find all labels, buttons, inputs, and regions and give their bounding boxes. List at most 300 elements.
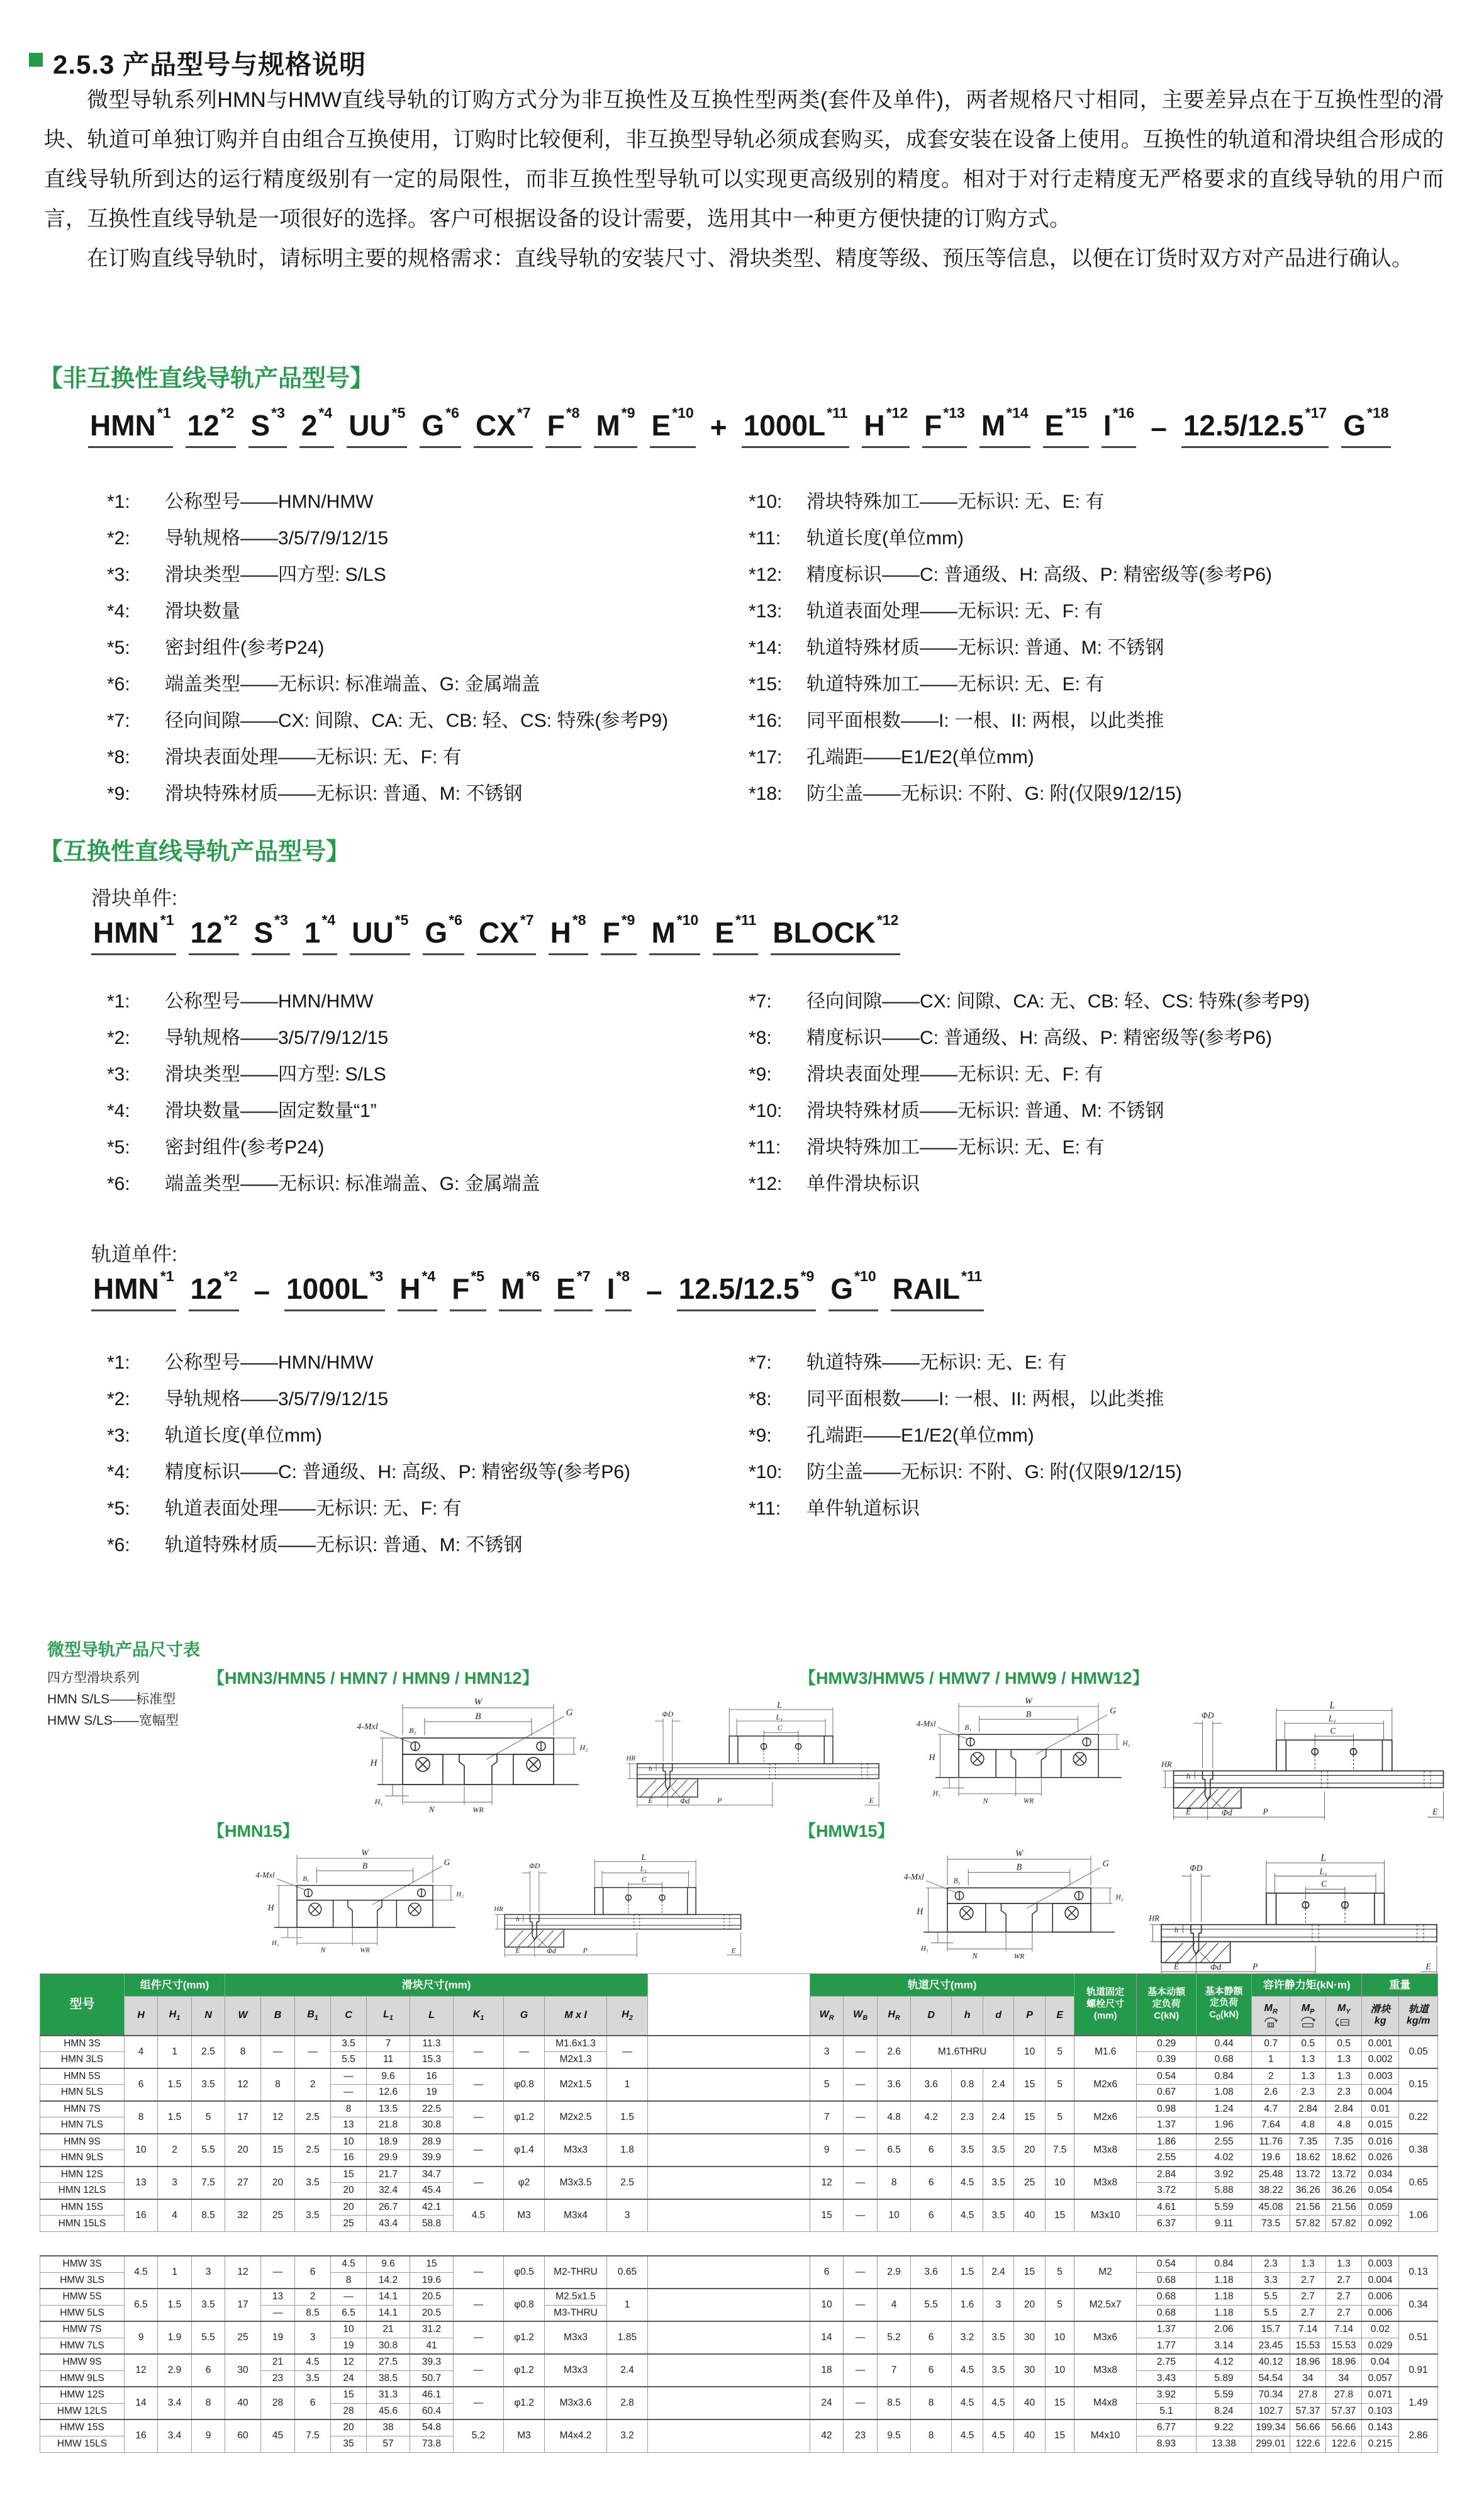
table-cell: 21.8 bbox=[367, 2117, 410, 2134]
dim-label-h1: H₁ bbox=[374, 1797, 383, 1806]
note-item: *10: 防尘盖——无标识: 不附、G: 附(仅限9/12/15) bbox=[749, 1462, 1182, 1483]
note-item: *6: 端盖类型——无标识: 标准端盖、G: 金属端盖 bbox=[107, 1174, 540, 1194]
table-cell: 7.5 bbox=[295, 2419, 331, 2452]
dim-label-hr: HR bbox=[494, 1905, 503, 1914]
table-cell: φ1.2 bbox=[504, 2354, 545, 2387]
note-item: *5: 密封组件(参考P24) bbox=[107, 637, 325, 658]
table-cell: 3.5 bbox=[983, 2167, 1014, 2199]
model-token: $E^{*11}$ bbox=[713, 917, 758, 955]
table-cell: 0.91 bbox=[1399, 2354, 1438, 2387]
spec-row bbox=[40, 2101, 1438, 2117]
table-cell: 3.6 bbox=[878, 2068, 911, 2101]
table-cell: — bbox=[454, 2101, 504, 2134]
table-cell: M1.6THRU bbox=[911, 2036, 1014, 2068]
dim-label-g: G bbox=[1102, 1859, 1109, 1869]
hmn-spec-table bbox=[40, 1973, 1438, 2232]
table-cell: φ1.2 bbox=[504, 2101, 545, 2134]
table-cell: 18 bbox=[810, 2354, 844, 2387]
table-cell: 5 bbox=[810, 2068, 844, 2101]
table-cell: HMN 15S bbox=[40, 2199, 125, 2216]
table-cell: 1.18 bbox=[1197, 2305, 1252, 2321]
table-cell: 1.9 bbox=[158, 2321, 192, 2354]
table-cell: 2.6 bbox=[878, 2036, 911, 2068]
table-cell: — bbox=[844, 2354, 878, 2387]
table-cell: 3.6 bbox=[911, 2068, 952, 2101]
table-cell: 12 bbox=[261, 2101, 295, 2134]
model-token: $M^{*10}$ bbox=[649, 917, 700, 955]
table-cell: 57.37 bbox=[1290, 2403, 1326, 2419]
table-cell: 1.3 bbox=[1290, 2052, 1326, 2068]
model-token: CX$^{*7}$ bbox=[474, 410, 533, 448]
table-cell: 39.9 bbox=[410, 2150, 454, 2167]
table-cell: 16 bbox=[331, 2150, 367, 2167]
table-cell: 3 bbox=[158, 2167, 192, 2199]
table-cell: 0.003 bbox=[1362, 2068, 1399, 2085]
table-cell: M2.5x1.5 bbox=[545, 2289, 607, 2305]
table-cell: 3.5 bbox=[952, 2134, 983, 2167]
hmw-side-view-drawing bbox=[1158, 1701, 1459, 1827]
table-cell: 0.103 bbox=[1362, 2403, 1399, 2419]
table-cell: 6.5 bbox=[125, 2289, 158, 2321]
rail-notes-right bbox=[749, 1347, 1447, 1566]
model-token: UU$^{*5}$ bbox=[347, 410, 407, 448]
table-cell: 2.7 bbox=[1290, 2305, 1326, 2321]
table-cell: 0.01 bbox=[1362, 2101, 1399, 2117]
note-item: *1: 公称型号——HMN/HMW bbox=[107, 491, 374, 512]
table-cell bbox=[648, 2387, 810, 2419]
table-cell: 25.48 bbox=[1252, 2167, 1290, 2183]
table-cell: 36.26 bbox=[1290, 2183, 1326, 2199]
dim-label-c: C bbox=[777, 1723, 783, 1732]
table-cell: HMW 15S bbox=[40, 2419, 125, 2436]
table-cell: 46.1 bbox=[410, 2387, 454, 2403]
table-cell: — bbox=[844, 2289, 878, 2321]
table-cell: 17 bbox=[225, 2101, 261, 2134]
note-item: *4: 精度标识——C: 普通级、H: 高级、P: 精密级等(参考P6) bbox=[107, 1462, 631, 1483]
table-cell: 5 bbox=[1046, 2289, 1074, 2321]
block-notes-right bbox=[749, 985, 1447, 1204]
dim-label-c: C bbox=[642, 1875, 647, 1884]
model-token: $E^{*15}$ bbox=[1043, 410, 1089, 448]
model-token: 1$^{*4}$ bbox=[303, 917, 337, 955]
table-cell: — bbox=[454, 2354, 504, 2387]
table-cell bbox=[648, 2354, 810, 2387]
table-cell: 3.5 bbox=[192, 2289, 225, 2321]
table-header-cell: 基本动额 定负荷 C(kN) bbox=[1137, 1974, 1197, 2036]
table-cell: — bbox=[454, 2321, 504, 2354]
model-token: $I^{*16}$ bbox=[1102, 410, 1136, 448]
table-cell: 0.84 bbox=[1197, 2256, 1252, 2272]
table-cell: 4.5 bbox=[125, 2256, 158, 2289]
note-item: *7: 径向间隙——CX: 间隙、CA: 无、CB: 轻、CS: 特殊(参考P9) bbox=[749, 991, 1310, 1012]
table-cell: 1.6 bbox=[952, 2289, 983, 2321]
table-cell: 0.67 bbox=[1137, 2085, 1197, 2101]
table-cell: 0.015 bbox=[1362, 2117, 1399, 2134]
table-cell: 54.54 bbox=[1252, 2370, 1290, 2387]
dim-label-hole-h: h bbox=[649, 1764, 652, 1773]
table-cell: 3.92 bbox=[1137, 2387, 1197, 2403]
table-cell: 2.86 bbox=[1399, 2419, 1438, 2452]
note-item: *16: 同平面根数——I: 一根、II: 两根，以此类推 bbox=[749, 710, 1164, 731]
table-cell: 6 bbox=[125, 2068, 158, 2101]
table-cell: 3.92 bbox=[1197, 2167, 1252, 2183]
table-cell: 26.7 bbox=[367, 2199, 410, 2216]
table-cell: 2.55 bbox=[1197, 2134, 1252, 2150]
table-cell bbox=[648, 2134, 810, 2167]
table-cell: 3.72 bbox=[1137, 2183, 1197, 2199]
table-cell: — bbox=[331, 2085, 367, 2101]
table-cell: 2.7 bbox=[1290, 2289, 1326, 2305]
table-cell: 7.35 bbox=[1290, 2134, 1326, 2150]
dim-label-hole-h: h bbox=[1186, 1771, 1191, 1781]
section1-notes bbox=[107, 486, 1447, 814]
table-cell: 27 bbox=[225, 2167, 261, 2199]
table-cell: 4.5 bbox=[952, 2199, 983, 2232]
table-cell: HMN 12LS bbox=[40, 2183, 125, 2199]
hmn-spec-table-wrap bbox=[40, 1973, 1438, 2232]
table-cell: 0.13 bbox=[1399, 2256, 1438, 2289]
table-cell: 16 bbox=[125, 2419, 158, 2452]
model-separator: – bbox=[1151, 411, 1167, 444]
table-cell: 1.96 bbox=[1197, 2117, 1252, 2134]
table-cell: M2 bbox=[1074, 2256, 1137, 2289]
table-cell: 12 bbox=[225, 2256, 261, 2289]
dim-label-h: H bbox=[267, 1903, 274, 1912]
spec-row bbox=[40, 2036, 1438, 2052]
table-cell: 20 bbox=[331, 2199, 367, 2216]
model-token: $F^{*8}$ bbox=[545, 410, 582, 448]
table-cell: 2.84 bbox=[1326, 2101, 1362, 2117]
note-item: *1: 公称型号——HMN/HMW bbox=[107, 991, 374, 1012]
dim-label-l: L bbox=[641, 1854, 646, 1862]
table-cell: 27.8 bbox=[1326, 2387, 1362, 2403]
table-cell: HMN 12S bbox=[40, 2167, 125, 2183]
table-cell: 15.7 bbox=[1252, 2321, 1290, 2338]
table-cell: 0.034 bbox=[1362, 2167, 1399, 2183]
table-cell: 5.2 bbox=[454, 2419, 504, 2452]
table-cell: 8 bbox=[911, 2419, 952, 2452]
table-cell: 20 bbox=[1014, 2289, 1046, 2321]
table-cell: 5 bbox=[1046, 2036, 1074, 2068]
note-item: *3: 滑块类型——四方型: S/LS bbox=[107, 564, 386, 585]
table-cell: — bbox=[261, 2305, 295, 2321]
table-cell: 12 bbox=[225, 2068, 261, 2101]
table-cell: 6 bbox=[810, 2256, 844, 2289]
table-header-cell: 轨道尺寸(mm) bbox=[810, 1974, 1074, 1997]
model-token: $H^{*4}$ bbox=[398, 1274, 437, 1311]
table-cell: 30.8 bbox=[367, 2338, 410, 2354]
section1-notes-right bbox=[749, 486, 1447, 814]
table-cell: 20 bbox=[225, 2134, 261, 2167]
table-cell: 10 bbox=[1046, 2354, 1074, 2387]
dim-label-n: N bbox=[972, 1951, 978, 1961]
table-header-cell: $L_1$ bbox=[367, 1997, 410, 2036]
table-header-cell: N bbox=[192, 1997, 225, 2036]
table-cell: 7.64 bbox=[1252, 2117, 1290, 2134]
table-cell: 1.77 bbox=[1137, 2338, 1197, 2354]
table-cell: 15.3 bbox=[410, 2052, 454, 2068]
dim-label-b1: B₁ bbox=[964, 1724, 972, 1732]
table-cell: M2-THRU bbox=[545, 2256, 607, 2289]
table-cell: 4.5 bbox=[952, 2387, 983, 2419]
table-cell: 19.6 bbox=[410, 2272, 454, 2289]
table-cell: 3.5 bbox=[983, 2199, 1014, 2232]
dim-label-l: L bbox=[1329, 1701, 1336, 1712]
note-item: *3: 滑块类型——四方型: S/LS bbox=[107, 1064, 386, 1085]
dim-label-wr: WR bbox=[360, 1946, 370, 1954]
table-cell: 21.7 bbox=[367, 2167, 410, 2183]
table-cell: 13 bbox=[125, 2167, 158, 2199]
table-cell: HMN 7LS bbox=[40, 2117, 125, 2134]
rail-notes-left bbox=[107, 1347, 749, 1566]
table-cell: 1 bbox=[158, 2036, 192, 2068]
table-cell: 15 bbox=[410, 2256, 454, 2272]
table-cell: — bbox=[607, 2036, 648, 2068]
table-cell bbox=[648, 2068, 810, 2101]
table-cell: M3x8 bbox=[1074, 2354, 1137, 2387]
table-cell: M2x1.5 bbox=[545, 2068, 607, 2101]
table-cell: 4.5 bbox=[331, 2256, 367, 2272]
table-cell: 2.3 bbox=[1252, 2256, 1290, 2272]
table-cell: 0.054 bbox=[1362, 2183, 1399, 2199]
table-cell: 0.5 bbox=[1326, 2036, 1362, 2052]
table-cell: 35 bbox=[331, 2436, 367, 2452]
table-header-cell: h bbox=[952, 1997, 983, 2036]
table-cell: 17 bbox=[225, 2289, 261, 2321]
table-cell: 12.6 bbox=[367, 2085, 410, 2101]
table-cell: 10 bbox=[1014, 2036, 1046, 2068]
note-item: *2: 导轨规格——3/5/7/9/12/15 bbox=[107, 1389, 389, 1410]
dim-label-h: H bbox=[917, 1907, 923, 1917]
dim-label-n: N bbox=[983, 1796, 988, 1805]
table-cell: 30 bbox=[225, 2354, 261, 2387]
table-cell: 122.6 bbox=[1290, 2436, 1326, 2452]
table-cell: 30 bbox=[1014, 2321, 1046, 2354]
table-header-cell: E bbox=[1046, 1997, 1074, 2036]
table-cell: M3x3 bbox=[545, 2321, 607, 2354]
note-item: *11: 单件轨道标识 bbox=[749, 1498, 920, 1519]
table-cell: M2.5x7 bbox=[1074, 2289, 1137, 2321]
table-cell: 0.34 bbox=[1399, 2289, 1438, 2321]
dim-label-w: W bbox=[361, 1847, 369, 1858]
table-cell: 58.8 bbox=[410, 2216, 454, 2232]
series-line-1: 四方型滑块系列 bbox=[47, 1671, 140, 1685]
table-cell: 28 bbox=[261, 2387, 295, 2419]
table-cell: 45.08 bbox=[1252, 2199, 1290, 2216]
table-cell: HMN 7S bbox=[40, 2101, 125, 2117]
model-token: $F^{*5}$ bbox=[450, 1274, 486, 1311]
table-cell: 6 bbox=[295, 2256, 331, 2289]
table-cell: 12 bbox=[331, 2354, 367, 2370]
model-token: $G^{*6}$ bbox=[420, 410, 461, 448]
table-cell: 1.85 bbox=[607, 2321, 648, 2354]
table-cell bbox=[648, 2256, 810, 2289]
model-code-line-2 bbox=[91, 912, 900, 955]
model-token: $H^{*8}$ bbox=[549, 917, 588, 955]
table-cell: 3.2 bbox=[952, 2321, 983, 2354]
table-cell: 45 bbox=[261, 2419, 295, 2452]
model-token: $M^{*6}$ bbox=[499, 1274, 542, 1311]
table-cell: 31.3 bbox=[367, 2387, 410, 2403]
table-cell: 3.5 bbox=[192, 2068, 225, 2101]
dim-label-e: E bbox=[1173, 1961, 1180, 1971]
table-cell: 5.5 bbox=[192, 2134, 225, 2167]
table-cell: M1.6 bbox=[1074, 2036, 1137, 2068]
table-cell: — bbox=[454, 2036, 504, 2068]
table-cell: — bbox=[454, 2068, 504, 2101]
table-header-cell: P bbox=[1014, 1997, 1046, 2036]
table-header-cell: $M_R$ bbox=[1252, 1997, 1290, 2036]
table-cell: 3.5 bbox=[983, 2321, 1014, 2354]
table-cell: 19.6 bbox=[1252, 2150, 1290, 2167]
table-cell: M3x3 bbox=[545, 2134, 607, 2167]
model-token: BLOCK$^{*12}$ bbox=[771, 917, 900, 955]
section1-notes-left bbox=[107, 486, 749, 814]
table-cell: 2.7 bbox=[1326, 2272, 1362, 2289]
table-cell: 18.96 bbox=[1326, 2354, 1362, 2370]
table-cell: 2.3 bbox=[952, 2101, 983, 2134]
table-cell: 24 bbox=[331, 2370, 367, 2387]
table-cell: 9 bbox=[125, 2321, 158, 2354]
model-token: 2$^{*4}$ bbox=[299, 410, 334, 448]
table-cell: 7.35 bbox=[1326, 2134, 1362, 2150]
table-cell: 0.004 bbox=[1362, 2085, 1399, 2101]
dim-label-phiD: ΦD bbox=[529, 1862, 540, 1871]
dim-label-p: P bbox=[717, 1796, 722, 1805]
note-item: *15: 轨道特殊加工——无标识: 无、E: 有 bbox=[749, 674, 1105, 695]
table-cell bbox=[648, 2289, 810, 2321]
dim-label-phiD: ΦD bbox=[1201, 1710, 1214, 1720]
table-cell: 13 bbox=[261, 2289, 295, 2305]
section1-heading: 【非互换性直线导轨产品型号】 bbox=[39, 366, 374, 392]
table-cell: 0.38 bbox=[1399, 2134, 1438, 2167]
note-item: *2: 导轨规格——3/5/7/9/12/15 bbox=[107, 1028, 389, 1048]
model-token: 12$^{*2}$ bbox=[189, 917, 240, 955]
table-cell: 2.4 bbox=[983, 2101, 1014, 2134]
note-item: *11: 轨道长度(单位mm) bbox=[749, 528, 964, 549]
table-header-cell: 轨道 kg/m bbox=[1399, 1997, 1438, 2036]
table-cell: 5 bbox=[1046, 2101, 1074, 2134]
table-cell: 8 bbox=[878, 2167, 911, 2199]
table-cell bbox=[648, 2036, 810, 2068]
table-cell: 3 bbox=[295, 2321, 331, 2354]
table-cell: HMW 9LS bbox=[40, 2370, 125, 2387]
table-cell: 3.6 bbox=[911, 2256, 952, 2289]
table-cell: — bbox=[844, 2321, 878, 2354]
table-cell: 18.62 bbox=[1326, 2150, 1362, 2167]
table-cell: HMW 3LS bbox=[40, 2272, 125, 2289]
intro-paragraph-2: 在订购直线导轨时，请标明主要的规格需求：直线导轨的安装尺寸、滑块类型、精度等级、预压等信息，以便在订货时双方对产品进行确认。 bbox=[87, 247, 1413, 271]
table-cell: 299.01 bbox=[1252, 2436, 1290, 2452]
table-cell: 32.4 bbox=[367, 2183, 410, 2199]
table-cell: M4x10 bbox=[1074, 2419, 1137, 2452]
dim-label-hr: HR bbox=[626, 1754, 636, 1763]
dim-label-e2: E bbox=[731, 1946, 736, 1955]
table-cell: 3.5 bbox=[295, 2167, 331, 2199]
table-cell: 40.12 bbox=[1252, 2354, 1290, 2370]
table-header-cell: 组件尺寸(mm) bbox=[125, 1974, 225, 1997]
model-token: HMN$^{*1}$ bbox=[88, 410, 173, 448]
spec-row bbox=[40, 2321, 1438, 2338]
table-cell: 0.68 bbox=[1137, 2289, 1197, 2305]
table-cell: 5 bbox=[1046, 2068, 1074, 2101]
table-cell: 0.003 bbox=[1362, 2256, 1399, 2272]
table-cell: 8.5 bbox=[192, 2199, 225, 2232]
dim-label-l: L bbox=[1320, 1854, 1326, 1864]
table-cell: 0.68 bbox=[1137, 2272, 1197, 2289]
dim-label-wr: WR bbox=[472, 1805, 484, 1814]
table-cell: 54.8 bbox=[410, 2419, 454, 2436]
table-cell: HMW 12S bbox=[40, 2387, 125, 2403]
table-header-cell: W bbox=[225, 1997, 261, 2036]
table-cell: 7.14 bbox=[1326, 2321, 1362, 2338]
intro-paragraph-1: 微型导轨系列HMN与HMW直线导轨的订购方式分为非互换性及互换性型两类(套件及单件)，两者规格尺寸相同，主要差异点在于互换性型的滑块、轨道可单独订购并自由组合互换使用，订购时比较便利，非互换型导轨必须成套购买，成套安装在设备上使用。互换性的轨道和滑块组合形成的直线导轨所到达的运行精度级别有一定的局限性，而非互换性型导轨可以实现更高级别的精度。相对于对行走精度无严格要求的直线导轨的用户而言，互换性直线导轨是一项很好的选择。客户可根据设备的设计需要，选用其中一种更方便快捷的订购方式。 bbox=[44, 88, 1444, 231]
rail-notes bbox=[107, 1347, 1447, 1566]
table-header-cell: D bbox=[911, 1997, 952, 2036]
table-cell: 15 bbox=[810, 2199, 844, 2232]
table-cell: 3.3 bbox=[1252, 2272, 1290, 2289]
table-cell: M3 bbox=[504, 2199, 545, 2232]
dim-label-b1: B₁ bbox=[409, 1726, 416, 1735]
page-title: 2.5.3 产品型号与规格说明 bbox=[53, 50, 367, 79]
dim-label-n: N bbox=[320, 1946, 326, 1954]
dim-label-hole-h: h bbox=[1174, 1926, 1179, 1935]
note-item: *12: 精度标识——C: 普通级、H: 高级、P: 精密级等(参考P6) bbox=[749, 564, 1273, 585]
table-header-cell: C bbox=[331, 1997, 367, 2036]
table-header-cell: H bbox=[125, 1997, 158, 2036]
table-cell: 0.22 bbox=[1399, 2101, 1438, 2134]
model-code-line-3 bbox=[91, 1268, 984, 1311]
table-cell: 25 bbox=[261, 2199, 295, 2232]
table-cell: HMW 12LS bbox=[40, 2403, 125, 2419]
table-cell: 6 bbox=[911, 2354, 952, 2387]
dim-label-l1: L₁ bbox=[1319, 1866, 1327, 1876]
table-cell: 8.5 bbox=[295, 2305, 331, 2321]
table-cell: 5.88 bbox=[1197, 2183, 1252, 2199]
dim-label-p: P bbox=[1252, 1961, 1258, 1971]
table-cell: 0.51 bbox=[1399, 2321, 1438, 2354]
table-cell: 1.3 bbox=[1290, 2256, 1326, 2272]
table-cell: 1.24 bbox=[1197, 2101, 1252, 2117]
hmw-drawing-heading: 【HMW3/HMW5 / HMW7 / HMW9 / HMW12】 bbox=[799, 1669, 1149, 1688]
table-cell bbox=[648, 2419, 810, 2452]
table-cell: 6 bbox=[911, 2199, 952, 2232]
table-cell: HMN 9S bbox=[40, 2134, 125, 2150]
table-cell: 14.1 bbox=[367, 2289, 410, 2305]
dim-label-w: W bbox=[1015, 1848, 1023, 1859]
dim-label-h2: H₂ bbox=[456, 1890, 464, 1898]
dim-label-e: E bbox=[648, 1796, 653, 1805]
hmn15-drawing-heading: 【HMN15】 bbox=[208, 1822, 299, 1841]
table-cell: 3 bbox=[607, 2199, 648, 2232]
table-cell: 5.59 bbox=[1197, 2387, 1252, 2403]
table-cell: 3 bbox=[810, 2036, 844, 2068]
table-cell: 3.4 bbox=[158, 2387, 192, 2419]
model-separator: – bbox=[254, 1274, 271, 1307]
table-cell: 0.02 bbox=[1362, 2321, 1399, 2338]
table-header-cell: 重量 bbox=[1362, 1974, 1438, 1997]
table-cell: M2x6 bbox=[1074, 2101, 1137, 2134]
note-item: *7: 轨道特殊——无标识: 无、E: 有 bbox=[749, 1352, 1067, 1373]
table-cell: — bbox=[844, 2387, 878, 2419]
spec-row bbox=[40, 2419, 1438, 2436]
table-cell: 21.56 bbox=[1290, 2199, 1326, 2216]
table-cell: 19 bbox=[331, 2338, 367, 2354]
table-cell: 1.5 bbox=[158, 2289, 192, 2321]
table-cell: 25 bbox=[331, 2216, 367, 2232]
table-cell: 42.1 bbox=[410, 2199, 454, 2216]
table-cell: 13 bbox=[331, 2117, 367, 2134]
